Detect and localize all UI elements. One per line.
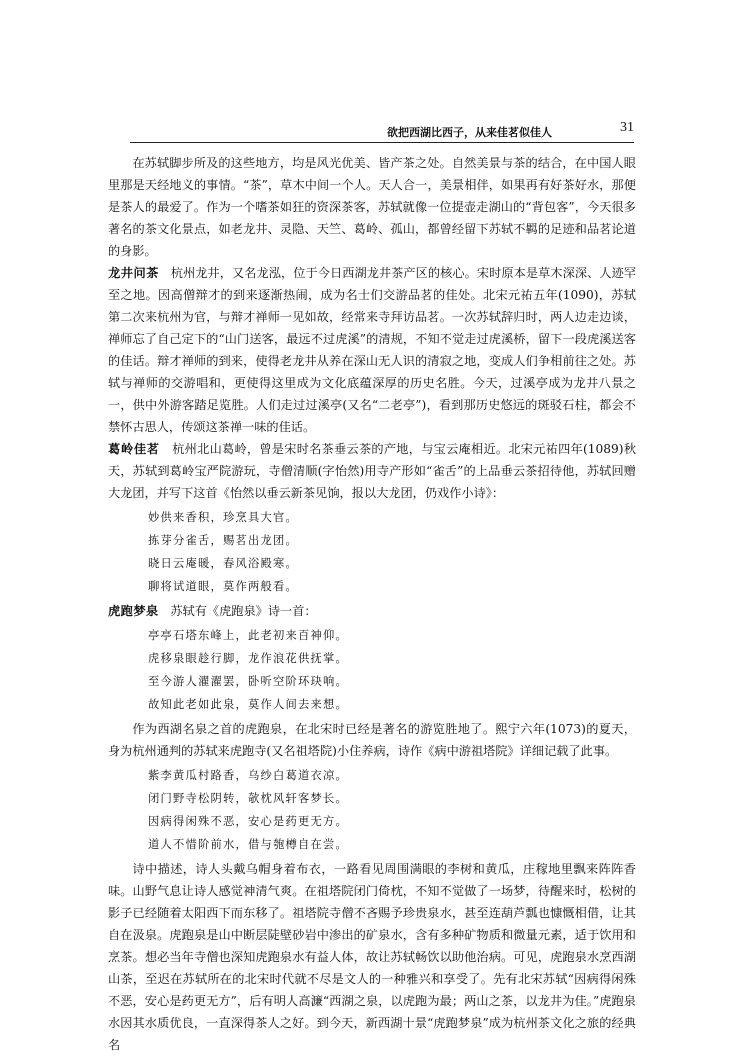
longjing-text: 杭州龙井，又名龙泓，位于今日西湖龙井茶产区的核心。宋时原本是草木深深、人迹罕至之地。因高僧辩才的到来逐渐热闹，成为名士们交游品茗的佳处。北宋元祐五年(1090)，苏轼第二次来杭州为官，与辩才禅师一见如故，经常来寺拜访品茗。一次苏轼辞归时，两人边走边谈，禅师忘了自己定下的“山门送客，最远不过虎溪”的清规，不知不觉走过虎溪桥，留下一段虎溪送客的佳话。辩才禅师的到来，使得老龙井从养在深山无人识的清寂之地，变成人们争相前往之处。苏轼与禅师的交游唱和，更使得这里成为文化底蕴深厚的历史名胜。今天，过溪亭成为龙井八景之一，供中外游客踏足览胜。人们走过过溪亭(又名“二老亭”)，看到那历史悠远的斑驳石柱，都会不禁怀古思人，传颂这茶禅一味的佳话。 [108,266,637,434]
poem-line: 拣芽分雀舌，赐茗出龙团。 [148,534,298,547]
poem-line: 紫李黄瓜村路香，乌纱白葛道衣凉。 [148,769,348,782]
longjing-paragraph [108,262,636,438]
poem-line: 故知此老如此泉，莫作人间去来想。 [148,698,348,711]
section-heading-longjing: 龙井问茶 [108,266,159,280]
poem-bingzhong [148,764,636,856]
poem-geling [148,506,636,598]
geling-text: 杭州北山葛岭，曾是宋时名茶垂云茶的产地，与宝云庵相近。北宋元祐四年(1089)秋天，苏轼到葛岭宝严院游玩，寺僧清顺(字怡然)用寺产形如“雀舌”的上品垂云茶招待他，苏轼回赠大龙团，并写下这首《怡然以垂云新茶见饷，报以大龙团，仍戏作小诗》： [108,442,637,500]
page-content [108,152,636,1056]
poem-line: 闭门野寺松阴转，欹枕风轩客梦长。 [148,792,348,805]
section-heading-geling: 葛岭佳茗 [108,442,160,456]
hupao-text: 苏轼有《虎跑泉》诗一首： [170,604,317,618]
intro-paragraph: 在苏轼脚步所及的这些地方，均是风光优美、皆产茶之处。自然美景与茶的结合，在中国人眼里那是天经地义的事情。“茶”，草木中间一个人。天人合一，美景相伴，如果再有好茶好水，那便是茶人的最爱了。作为一个嗜茶如狂的资深茶客，苏轼就像一位提壶走湖山的“背包客”，今天很多著名的茶文化景点，如老龙井、灵隐、天竺、葛岭、孤山，都曾经留下苏轼不羁的足迹和品茗论道的身影。 [108,156,636,258]
geling-paragraph [108,438,636,504]
section-heading-hupao: 虎跑梦泉 [108,604,159,618]
poem-hupao [148,624,636,716]
poem-line: 因病得闲殊不恶，安心是药更无方。 [148,815,348,828]
poem-line: 妙供来香积，珍烹具大官。 [148,511,298,524]
page-number: 31 [620,120,634,135]
poem-line: 亭亭石塔东峰上，此老初来百神仰。 [148,629,348,642]
poem-line: 道人不惜阶前水，借与匏樽自在尝。 [148,838,348,851]
running-header [130,120,634,143]
hupao-paragraph [108,600,636,622]
poem-line: 虎移泉眼趁行脚，龙作浪花供抚掌。 [148,652,348,665]
header-title: 欲把西湖比西子，从来佳茗似佳人 [387,126,552,139]
poem-line: 晓日云庵暖，春风浴殿寒。 [148,557,298,570]
hupao-history-paragraph: 作为西湖名泉之首的虎跑泉，在北宋时已经是著名的游览胜地了。熙宁六年(1073)的夏天，身为杭州通判的苏轼来虎跑寺(又名祖塔院)小住养病，诗作《病中游祖塔院》详细记载了此事。 [108,722,636,758]
poem-line: 至今游人濯濯罢，卧听空阶环玦响。 [148,675,348,688]
poem-line: 聊将试道眼，莫作两般看。 [148,580,298,593]
poem-commentary-paragraph: 诗中描述，诗人头戴乌帽身着布衣，一路看见周围满眼的李树和黄瓜，庄稼地里飘来阵阵香味。山野气息让诗人感觉神清气爽。在祖塔院闭门倚枕，不知不觉做了一场梦，待醒来时，松树的影子已经随着太阳西下而东移了。祖塔院寺僧不吝赐予珍贵泉水，甚至连葫芦瓢也慷慨相借，让其自在汲泉。虎跑泉是山中断层陡壁砂岩中渗出的矿泉水，含有多种矿物质和微量元素，适于饮用和烹茶。想必当年寺僧也深知虎跑泉水有益人体，故让苏轼畅饮以助他治病。可见，虎跑泉水烹西湖山茶，至迟在苏轼所在的北宋时代就不尽是文人的一种雅兴和享受了。先有北宋苏轼“因病得闲殊不恶，安心是药更无方”，后有明人高濂“西湖之泉，以虎跑为最；两山之茶，以龙井为佳。”虎跑泉水因其水质优良，一直深得茶人之好。到今天，新西湖十景“虎跑梦泉”成为杭州茶文化之旅的经典名 [108,862,636,1052]
